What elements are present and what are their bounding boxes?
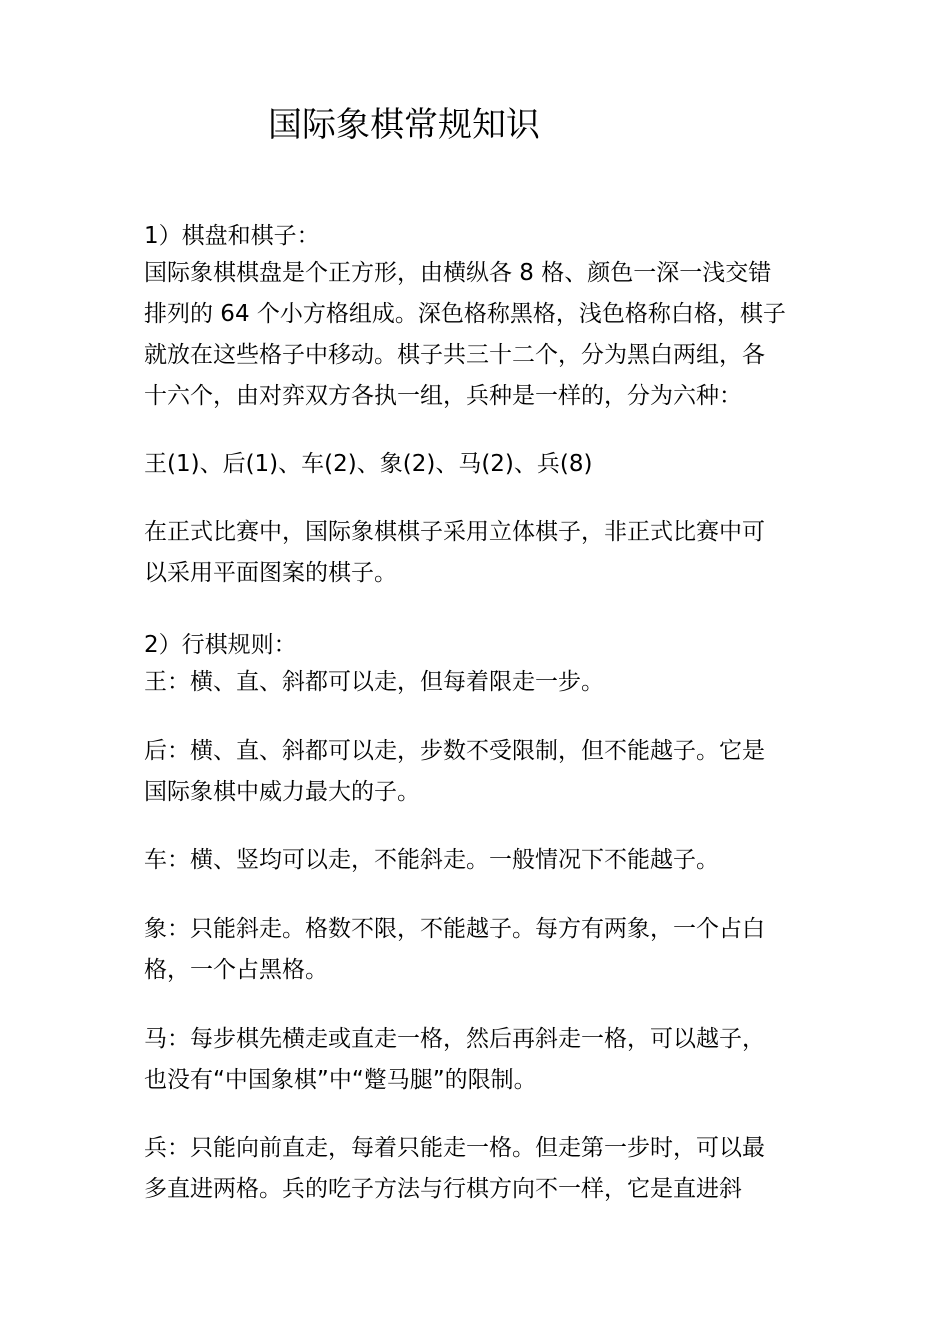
paragraph-king-rule — [144, 662, 824, 703]
text-line: 在正式比赛中，国际象棋棋子采用立体棋子，非正式比赛中可 — [144, 519, 765, 545]
page-title: 国际象棋常规知识 — [268, 105, 540, 145]
paragraph-pawn-rule — [144, 1128, 824, 1210]
text-line: 后：横、直、斜都可以走，步数不受限制，但不能越子。它是 — [144, 738, 765, 764]
text-line: 国际象棋中威力最大的子。 — [144, 779, 420, 805]
text-line: 马：每步棋先横走或直走一格，然后再斜走一格，可以越子， — [144, 1026, 765, 1052]
text-line: 王(1)、后(1)、车(2)、象(2)、马(2)、兵(8) — [144, 451, 593, 477]
paragraph-knight-rule — [144, 1019, 824, 1101]
section-heading-move-rules: 2）行棋规则： — [144, 632, 297, 658]
text-line: 就放在这些格子中移动。棋子共三十二个，分为黑白两组，各 — [144, 342, 765, 368]
text-line: 国际象棋棋盘是个正方形，由横纵各 8 格、颜色一深一浅交错 — [144, 260, 772, 286]
text-line: 排列的 64 个小方格组成。深色格称黑格，浅色格称白格，棋子 — [144, 301, 786, 327]
text-line: 王：横、直、斜都可以走，但每着限走一步。 — [144, 669, 604, 695]
text-line: 以采用平面图案的棋子。 — [144, 560, 397, 586]
section-heading-board-and-pieces: 1）棋盘和棋子： — [144, 223, 320, 249]
text-line: 兵：只能向前直走，每着只能走一格。但走第一步时，可以最 — [144, 1135, 765, 1161]
paragraph-formal-play — [144, 512, 824, 594]
paragraph-board-description — [144, 253, 824, 417]
text-line: 车：横、竖均可以走，不能斜走。一般情况下不能越子。 — [144, 847, 719, 873]
paragraph-queen-rule — [144, 731, 824, 813]
text-line: 象：只能斜走。格数不限，不能越子。每方有两象，一个占白 — [144, 916, 765, 942]
text-line: 多直进两格。兵的吃子方法与行棋方向不一样，它是直进斜 — [144, 1176, 742, 1202]
paragraph-piece-list — [144, 444, 824, 485]
paragraph-bishop-rule — [144, 909, 824, 991]
paragraph-rook-rule — [144, 840, 824, 881]
text-line: 格，一个占黑格。 — [144, 957, 328, 983]
text-line: 也没有“中国象棋”中“蹩马腿”的限制。 — [144, 1067, 537, 1093]
text-line: 十六个，由对弈双方各执一组，兵种是一样的，分为六种： — [144, 383, 742, 409]
